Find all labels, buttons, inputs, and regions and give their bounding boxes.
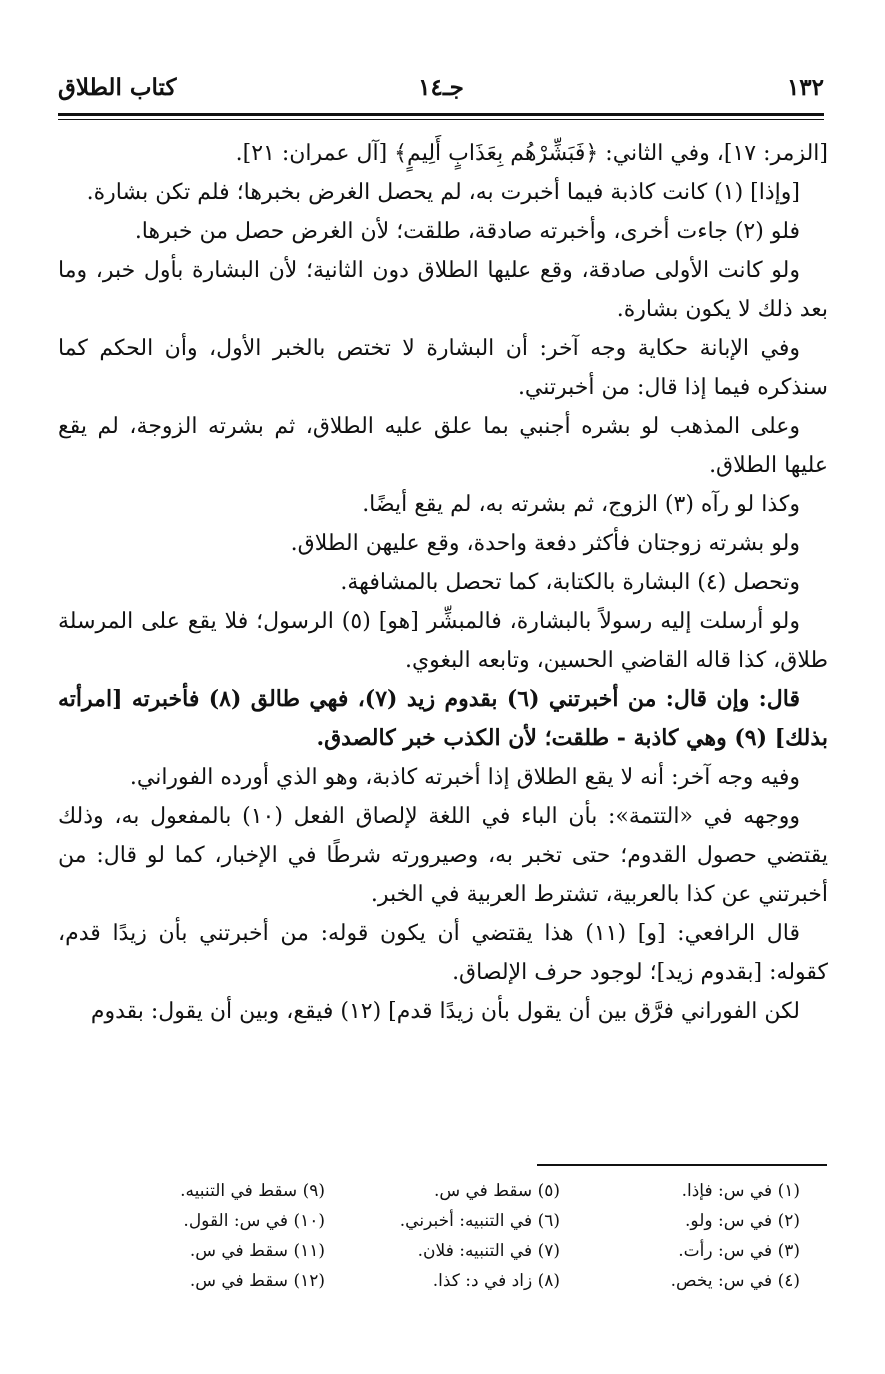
paragraph: قال الرافعي: [و] (١١) هذا يقتضي أن يكون قوله: من أخبرتني بأن زيدًا قدم، كقوله: [بقدوم زيد]؛ لوجود حرف الإلصاق. [58, 921, 828, 985]
footnote: (٢) في س: ولو. [685, 1211, 800, 1231]
footnote: (١١) سقط في س. [189, 1241, 325, 1261]
paragraph: وفي الإبانة حكاية وجه آخر: أن البشارة لا تختص بالخبر الأول، وأن الحكم كما سنذكره فيما إذا قال: من أخبرتني. [58, 336, 828, 400]
footnote: (٤) في س: يخص. [670, 1271, 800, 1291]
paragraph: وتحصل (٤) البشارة بالكتابة، كما تحصل بالمشافهة. [340, 570, 800, 595]
header-rule-thick [58, 113, 824, 116]
footnote-column [565, 1176, 800, 1296]
paragraph: وكذا لو رآه (٣) الزوج، ثم بشرته به، لم يقع أيضًا. [362, 492, 800, 517]
paragraph-matn: قال: وإن قال: من أخبرتني (٦) بقدوم زيد (٧)، فهي طالق (٨) فأخبرته [امرأته بذلك] (٩) وهي كاذبة - طلقت؛ لأن الكذب خبر كالصدق. [58, 686, 828, 751]
page-header [58, 68, 824, 108]
footnote-rule [537, 1164, 827, 1166]
footnote: (١) في س: فإذا. [681, 1181, 800, 1201]
paragraph: ولو بشرته زوجتان فأكثر دفعة واحدة، وقع عليهن الطلاق. [290, 531, 800, 556]
footnote: (١٢) سقط في س. [189, 1271, 325, 1291]
main-text [58, 134, 828, 1031]
footnote: (٥) سقط في س. [433, 1181, 560, 1201]
paragraph: وفيه وجه آخر: أنه لا يقع الطلاق إذا أخبرته كاذبة، وهو الذي أورده الفوراني. [129, 765, 800, 790]
book-title: كتاب الطلاق [58, 74, 177, 101]
volume-label: جـ١٤ [418, 74, 464, 101]
page-number: ١٣٢ [786, 74, 824, 101]
paragraph: [الزمر: ١٧]، وفي الثاني: ﴿فَبَشِّرْهُم بِعَذَابٍ أَلِيمٍ﴾ [آل عمران: ٢١]. [235, 141, 828, 166]
paragraph: ولو أرسلت إليه رسولاً بالبشارة، فالمبشِّر [هو] (٥) الرسول؛ فلا يقع على المرسلة طلاق، كذا قاله القاضي الحسين، وتابعه البغوي. [58, 609, 828, 673]
footnote-column [90, 1176, 325, 1296]
paragraph: ووجهه في «التتمة»: بأن الباء في اللغة لإلصاق الفعل (١٠) بالمفعول به، وذلك يقتضي حصول القدوم؛ حتى تخبر به، وصيرورته شرطًا في الإخبار، كما لو قال: من أخبرتني عن كذا بالعربية، تشترط العربية في الخبر. [58, 804, 828, 907]
footnote: (١٠) في س: القول. [183, 1211, 325, 1231]
paragraph: فلو (٢) جاءت أخرى، وأخبرته صادقة، طلقت؛ لأن الغرض حصل من خبرها. [134, 219, 800, 244]
footnote: (٧) في التنبيه: فلان. [417, 1241, 560, 1261]
header-rule-thin [58, 119, 824, 120]
paragraph: لكن الفوراني فرَّق بين أن يقول بأن زيدًا قدم] (١٢) فيقع، وبين أن يقول: بقدوم [90, 999, 800, 1024]
footnote: (٣) في س: رأت. [678, 1241, 800, 1261]
footnote: (٨) زاد في د: كذا. [432, 1271, 560, 1291]
footnote: (٦) في التنبيه: أخبرني. [399, 1211, 560, 1231]
paragraph: [وإذا] (١) كانت كاذبة فيما أخبرت به، لم يحصل الغرض بخبرها؛ فلم تكن بشارة. [86, 180, 800, 205]
paragraph: ولو كانت الأولى صادقة، وقع عليها الطلاق دون الثانية؛ لأن البشارة بأول خبر، وما بعد ذلك لا يكون بشارة. [58, 258, 828, 322]
paragraph: وعلى المذهب لو بشره أجنبي بما علق عليه الطلاق، ثم بشرته الزوجة، لم يقع عليها الطلاق. [58, 414, 828, 478]
footnote-column [325, 1176, 560, 1296]
footnote: (٩) سقط في التنبيه. [180, 1181, 325, 1201]
